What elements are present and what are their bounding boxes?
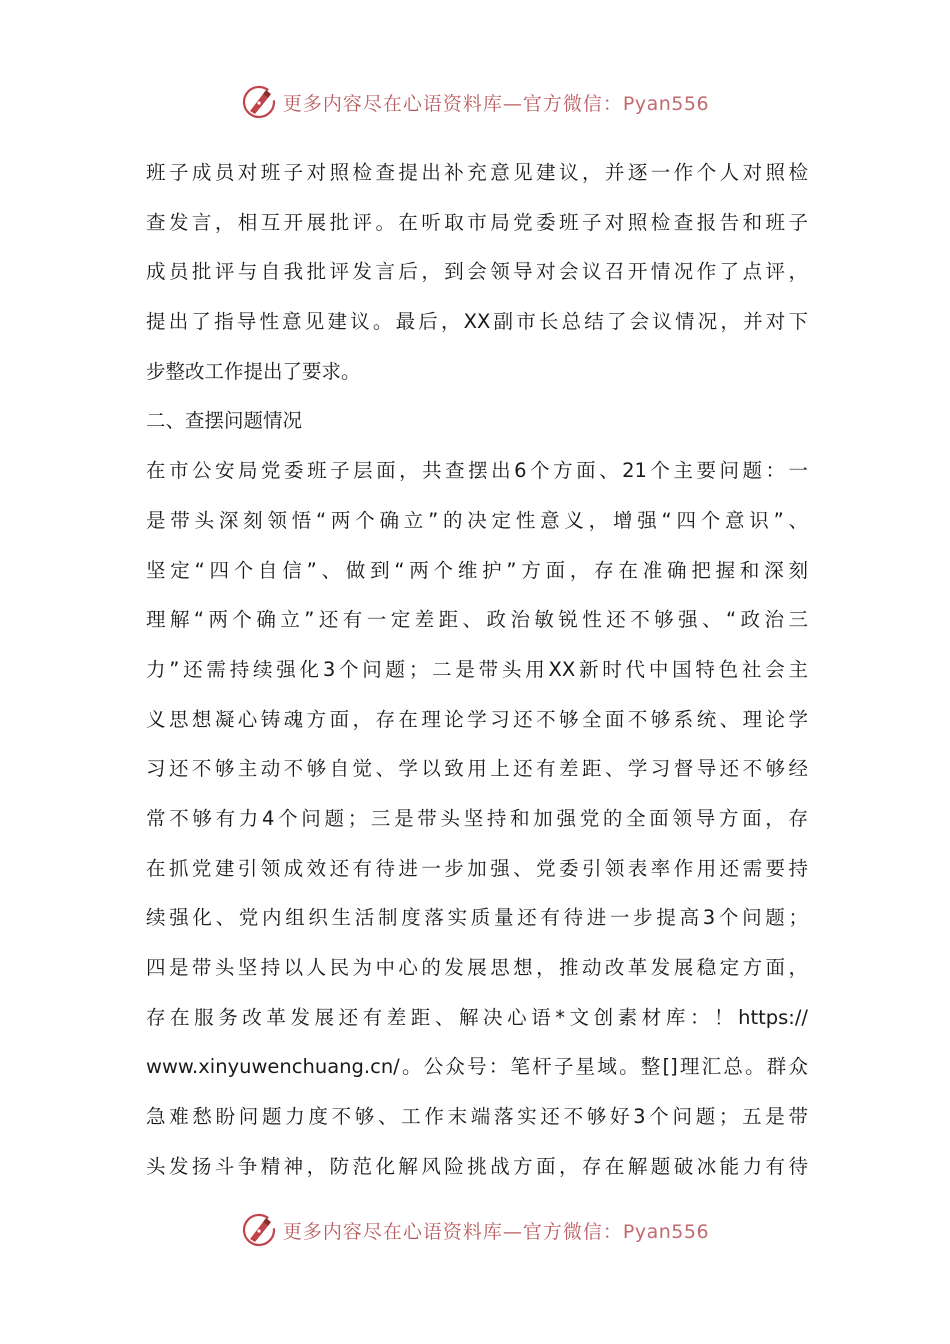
body-line: 班子成员对班子对照检查提出补充意见建议，并逐一作个人对照检 <box>146 161 808 184</box>
pen-nib-logo-icon <box>241 1212 277 1248</box>
body-line: 步整改工作提出了要求。 <box>146 359 361 383</box>
header-banner-text <box>283 89 709 116</box>
document-body <box>146 148 808 1191</box>
body-line: www.xinyuwenchuang.cn/。公众号：笔杆子星域。整[]理汇总。群众 <box>146 1055 808 1079</box>
body-line: 义思想凝心铸魂方面，存在理论学习还不够全面不够系统、理论学 <box>146 707 808 731</box>
body-line: 续强化、党内组织生活制度落实质量还有待进一步提高3个问题； <box>146 906 808 930</box>
footer-banner-text <box>283 1217 709 1244</box>
body-line: 习还不够主动不够自觉、学以致用上还有差距、学习督导还不够经 <box>146 757 808 781</box>
header-wechat-id: Pyan556 <box>622 92 710 115</box>
footer-wechat-id: Pyan556 <box>622 1220 710 1243</box>
body-line: 存在服务改革发展还有差距、解决心语*文创素材库：！https:// <box>146 1005 808 1029</box>
body-line: 四是带头坚持以人民为中心的发展思想，推动改革发展稳定方面， <box>146 956 808 979</box>
body-line: 坚定“四个自信”、做到“两个维护”方面，存在准确把握和深刻 <box>146 558 808 582</box>
body-line: 在抓党建引领成效还有待进一步加强、党委引领表率作用还需要持 <box>146 856 808 880</box>
section-heading: 二、查摆问题情况 <box>146 409 303 433</box>
body-line: 头发扬斗争精神，防范化解风险挑战方面，存在解题破冰能力有待 <box>146 1154 808 1178</box>
body-line: 成员批评与自我批评发言后，到会领导对会议召开情况作了点评， <box>146 260 808 284</box>
header-banner <box>0 82 950 122</box>
body-line: 急难愁盼问题力度不够、工作末端落实还不够好3个问题；五是带 <box>146 1105 808 1129</box>
body-line: 在市公安局党委班子层面，共查摆出6个方面、21个主要问题：一 <box>146 459 808 483</box>
footer-banner-label: 更多内容尽在心语资料库—官方微信： <box>282 1220 623 1243</box>
footer-banner <box>0 1210 950 1250</box>
body-line: 理解“两个确立”还有一定差距、政治敏锐性还不够强、“政治三 <box>146 608 808 632</box>
body-line: 力”还需持续强化3个问题；二是带头用XX新时代中国特色社会主 <box>146 657 808 681</box>
body-line: 查发言，相互开展批评。在听取市局党委班子对照检查报告和班子 <box>146 210 808 234</box>
body-line: 提出了指导性意见建议。最后，XX副市长总结了会议情况，并对下 <box>146 310 808 334</box>
body-line: 是带头深刻领悟“两个确立”的决定性意义，增强“四个意识”、 <box>146 508 808 532</box>
pen-nib-logo-icon <box>241 84 277 120</box>
body-line: 常不够有力4个问题；三是带头坚持和加强党的全面领导方面，存 <box>146 806 808 830</box>
header-banner-label: 更多内容尽在心语资料库—官方微信： <box>282 92 623 115</box>
